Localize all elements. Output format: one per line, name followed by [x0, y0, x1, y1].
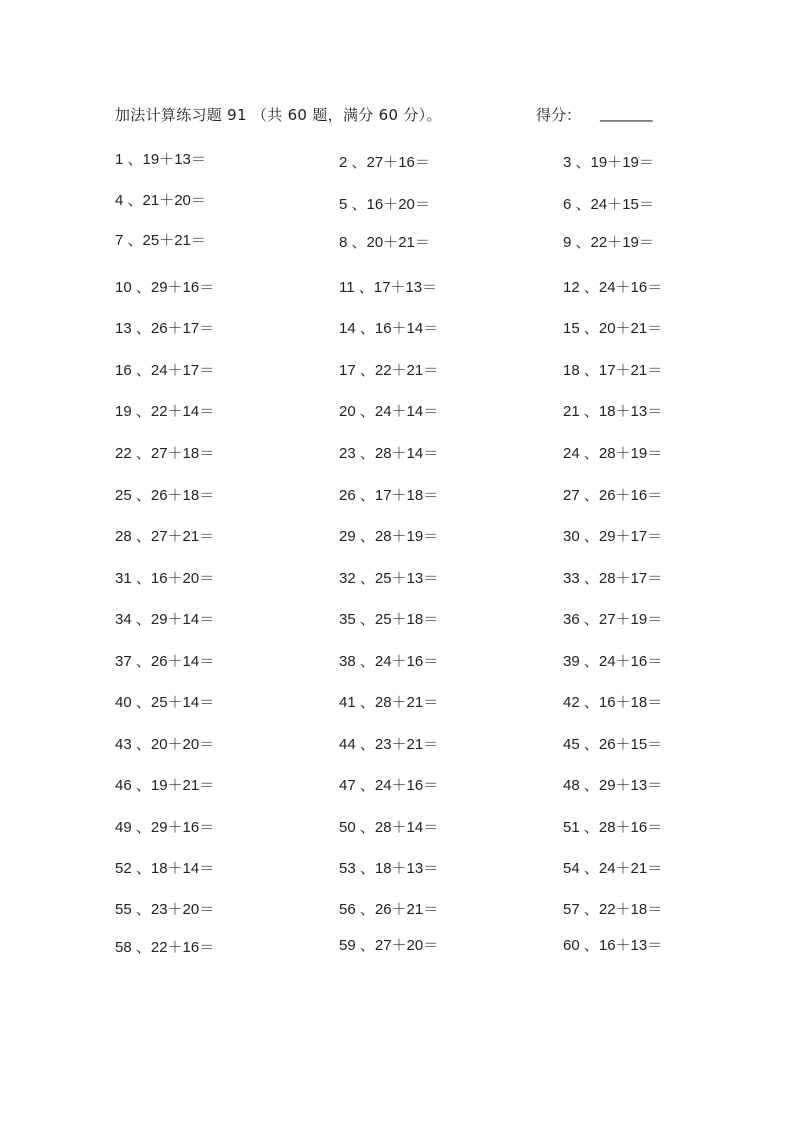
problem-item: 31 、16＋20＝: [115, 570, 215, 587]
problem-item: 8 、20＋21＝: [339, 234, 430, 251]
problem-item: 6 、24＋15＝: [563, 196, 654, 213]
problem-item: 35 、25＋18＝: [339, 611, 439, 628]
score-label: 得分：: [536, 106, 582, 124]
problem-item: 43 、20＋20＝: [115, 736, 215, 753]
problem-item: 16 、24＋17＝: [115, 362, 215, 379]
problem-item: 39 、24＋16＝: [563, 653, 663, 670]
problem-item: 32 、25＋13＝: [339, 570, 439, 587]
problem-item: 49 、29＋16＝: [115, 819, 215, 836]
problem-item: 24 、28＋19＝: [563, 445, 663, 462]
problem-item: 50 、28＋14＝: [339, 819, 439, 836]
problem-item: 56 、26＋21＝: [339, 901, 439, 918]
problem-item: 53 、18＋13＝: [339, 860, 439, 877]
problem-item: 51 、28＋16＝: [563, 819, 663, 836]
problem-item: 1 、19＋13＝: [115, 151, 206, 168]
problem-item: 17 、22＋21＝: [339, 362, 439, 379]
problem-item: 41 、28＋21＝: [339, 694, 439, 711]
problem-item: 25 、26＋18＝: [115, 487, 215, 504]
problem-item: 12 、24＋16＝: [563, 279, 663, 296]
problem-item: 20 、24＋14＝: [339, 403, 439, 420]
problem-item: 14 、16＋14＝: [339, 320, 439, 337]
problem-item: 13 、26＋17＝: [115, 320, 215, 337]
problem-item: 45 、26＋15＝: [563, 736, 663, 753]
problem-item: 60 、16＋13＝: [563, 937, 663, 954]
problem-item: 18 、17＋21＝: [563, 362, 663, 379]
problem-item: 19 、22＋14＝: [115, 403, 215, 420]
problem-item: 59 、27＋20＝: [339, 937, 439, 954]
problem-item: 33 、28＋17＝: [563, 570, 663, 587]
problem-item: 26 、17＋18＝: [339, 487, 439, 504]
problem-item: 30 、29＋17＝: [563, 528, 663, 545]
problem-item: 52 、18＋14＝: [115, 860, 215, 877]
problem-item: 37 、26＋14＝: [115, 653, 215, 670]
problem-item: 58 、22＋16＝: [115, 939, 215, 956]
problem-item: 54 、24＋21＝: [563, 860, 663, 877]
problem-item: 28 、27＋21＝: [115, 528, 215, 545]
problem-item: 38 、24＋16＝: [339, 653, 439, 670]
problem-item: 4 、21＋20＝: [115, 192, 206, 209]
problem-item: 55 、23＋20＝: [115, 901, 215, 918]
problem-item: 5 、16＋20＝: [339, 196, 430, 213]
problem-item: 34 、29＋14＝: [115, 611, 215, 628]
problem-item: 7 、25＋21＝: [115, 232, 206, 249]
problem-item: 44 、23＋21＝: [339, 736, 439, 753]
worksheet-title: 加法计算练习题 91 （共 60 题，满分 60 分）。: [115, 106, 442, 124]
problem-item: 46 、19＋21＝: [115, 777, 215, 794]
problem-item: 2 、27＋16＝: [339, 154, 430, 171]
problem-item: 48 、29＋13＝: [563, 777, 663, 794]
problem-item: 36 、27＋19＝: [563, 611, 663, 628]
problem-item: 21 、18＋13＝: [563, 403, 663, 420]
problem-item: 40 、25＋14＝: [115, 694, 215, 711]
problem-item: 10 、29＋16＝: [115, 279, 215, 296]
problem-item: 27 、26＋16＝: [563, 487, 663, 504]
score-blank-line: _______: [600, 104, 653, 122]
problem-item: 23 、28＋14＝: [339, 445, 439, 462]
problem-item: 3 、19＋19＝: [563, 154, 654, 171]
problem-item: 22 、27＋18＝: [115, 445, 215, 462]
problem-item: 9 、22＋19＝: [563, 234, 654, 251]
problem-item: 15 、20＋21＝: [563, 320, 663, 337]
problem-item: 42 、16＋18＝: [563, 694, 663, 711]
problem-item: 57 、22＋18＝: [563, 901, 663, 918]
problem-item: 29 、28＋19＝: [339, 528, 439, 545]
problem-item: 47 、24＋16＝: [339, 777, 439, 794]
problem-item: 11 、17＋13＝: [339, 279, 438, 296]
